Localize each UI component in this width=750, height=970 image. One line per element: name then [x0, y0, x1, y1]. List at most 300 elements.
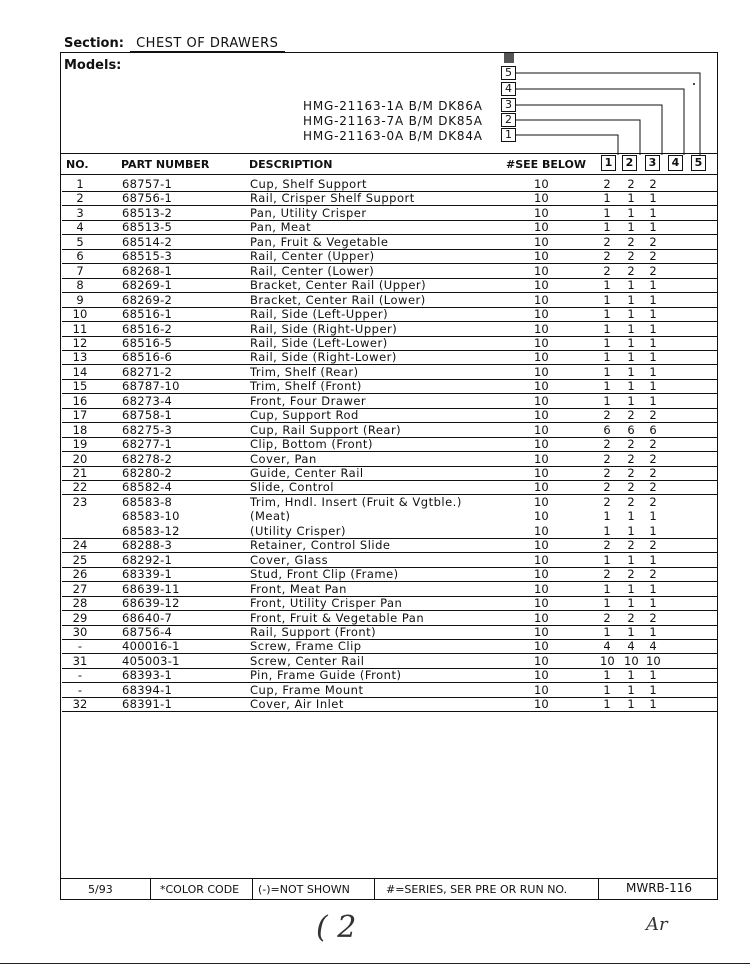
table-row [60, 611, 718, 625]
qty-col-3: 2 [649, 466, 657, 480]
see-below-value: 10 [534, 466, 549, 480]
section-label: Section: [64, 36, 124, 51]
qty-col-1: 1 [603, 596, 611, 611]
part-number: 68268-1 [122, 263, 173, 278]
part-number: 68787-10 [122, 379, 180, 394]
qty-col-2: 1 [627, 697, 635, 712]
part-number: 68393-1 [122, 668, 173, 683]
qty-col-2: 2 [627, 494, 635, 509]
see-below-value: 10 [534, 494, 549, 509]
qty-col-3: 1 [649, 379, 657, 394]
qty-col-1: 2 [603, 177, 611, 191]
qty-col-3: 2 [649, 538, 657, 553]
qty-col-1: 1 [603, 379, 611, 394]
qty-col-3: 2 [649, 494, 657, 509]
qty-col-3: 1 [649, 509, 657, 524]
qty-col-2: 1 [627, 205, 635, 220]
part-number: 68275-3 [122, 422, 173, 437]
see-below-value: 10 [534, 596, 549, 611]
qty-col-1: 1 [603, 278, 611, 293]
qty-col-2: 1 [627, 668, 635, 683]
table-row [60, 567, 718, 581]
part-description: Pan, Meat [250, 220, 312, 235]
qty-col-2: 2 [627, 249, 635, 264]
col-header-3: 3 [645, 155, 660, 171]
part-description: Pan, Utility Crisper [250, 205, 367, 220]
qty-col-3: 1 [649, 205, 657, 220]
qty-col-2: 1 [627, 335, 635, 350]
see-below-value: 10 [534, 509, 549, 524]
table-row [60, 365, 718, 379]
part-number: 68514-2 [122, 234, 173, 249]
part-description: Bracket, Center Rail (Lower) [250, 292, 426, 307]
see-below-value: 10 [534, 437, 549, 452]
row-number: 14 [72, 364, 88, 379]
row-number: 2 [76, 191, 84, 206]
qty-col-1: 1 [603, 205, 611, 220]
row-number: 24 [72, 538, 88, 553]
table-row [60, 697, 718, 711]
row-number: 3 [76, 205, 84, 220]
qty-col-3: 1 [649, 552, 657, 567]
part-number: 68516-2 [122, 321, 173, 336]
row-number: 11 [72, 321, 88, 336]
part-number: 68582-4 [122, 480, 173, 495]
see-below-value: 10 [534, 422, 549, 437]
qty-col-2: 1 [627, 292, 635, 307]
qty-col-3: 1 [649, 292, 657, 307]
model-box-2: 2 [501, 113, 516, 127]
table-row [60, 423, 718, 437]
see-below-value: 10 [534, 523, 549, 538]
qty-col-1: 1 [603, 552, 611, 567]
part-number: 68513-2 [122, 205, 173, 220]
part-number: 68269-2 [122, 292, 173, 307]
part-number: 68516-5 [122, 335, 173, 350]
part-number: 68639-11 [122, 581, 180, 596]
footer-divider [252, 879, 253, 900]
see-below-value: 10 [534, 205, 549, 220]
part-description: Guide, Center Rail [250, 466, 364, 480]
qty-col-2: 1 [627, 509, 635, 524]
part-description: Rail, Support (Front) [250, 624, 377, 639]
qty-col-2: 2 [627, 466, 635, 480]
qty-col-1: 2 [603, 408, 611, 423]
qty-col-2: 1 [627, 393, 635, 408]
part-description: Front, Four Drawer [250, 393, 367, 408]
row-number: 23 [72, 494, 88, 509]
see-below-value: 10 [534, 191, 549, 206]
part-description: Front, Fruit & Vegetable Pan [250, 610, 425, 625]
model-line-2: HMG-21163-7A B/M DK85A [303, 114, 483, 128]
table-row [60, 220, 718, 234]
qty-col-1: 2 [603, 567, 611, 582]
handwritten-mark-left: ( 2 [316, 910, 357, 945]
part-description: (Utility Crisper) [250, 523, 347, 538]
part-number: 68640-7 [122, 610, 173, 625]
qty-col-3: 2 [649, 408, 657, 423]
qty-col-2: 2 [627, 451, 635, 466]
table-row [60, 206, 718, 220]
see-below-value: 10 [534, 451, 549, 466]
row-number: 10 [72, 307, 88, 322]
see-below-value: 10 [534, 364, 549, 379]
qty-col-2: 1 [627, 307, 635, 322]
qty-col-3: 4 [649, 639, 657, 654]
row-number: 30 [72, 624, 88, 639]
part-description: Cup, Shelf Support [250, 177, 367, 191]
part-number: 68583-8 [122, 494, 173, 509]
footer-color-code: *COLOR CODE [160, 883, 240, 896]
qty-col-1: 2 [603, 249, 611, 264]
table-row [60, 307, 718, 321]
row-number: 6 [76, 249, 84, 264]
part-description: Cover, Glass [250, 552, 329, 567]
see-below-value: 10 [534, 393, 549, 408]
qty-col-1: 2 [603, 610, 611, 625]
qty-col-3: 1 [649, 697, 657, 712]
qty-col-3: 2 [649, 437, 657, 452]
qty-col-1: 1 [603, 624, 611, 639]
part-number: 68277-1 [122, 437, 173, 452]
qty-col-3: 1 [649, 191, 657, 206]
model-line-1: HMG-21163-1A B/M DK86A [303, 99, 483, 113]
footer-doc-number: MWRB-116 [626, 881, 693, 895]
qty-col-2: 2 [627, 437, 635, 452]
part-number: 68339-1 [122, 567, 173, 582]
qty-col-1: 1 [603, 668, 611, 683]
footer-divider [598, 879, 599, 900]
row-number: 32 [72, 697, 88, 712]
row-number: 31 [72, 653, 88, 668]
see-below-value: 10 [534, 567, 549, 582]
table-row [60, 336, 718, 350]
model-box-4: 4 [501, 82, 516, 96]
qty-col-3: 1 [649, 393, 657, 408]
see-below-value: 10 [534, 234, 549, 249]
footer-series: #=SERIES, SER PRE OR RUN NO. [386, 883, 568, 896]
qty-col-3: 2 [649, 249, 657, 264]
table-row [60, 639, 718, 653]
footer-divider [150, 879, 151, 900]
qty-col-3: 2 [649, 567, 657, 582]
qty-col-1: 2 [603, 234, 611, 249]
qty-col-1: 1 [603, 697, 611, 712]
qty-col-3: 1 [649, 321, 657, 336]
part-number: 68513-5 [122, 220, 173, 235]
row-number: - [77, 682, 83, 697]
table-row [60, 177, 718, 191]
see-below-value: 10 [534, 624, 549, 639]
see-below-value: 10 [534, 177, 549, 191]
part-number: 400016-1 [122, 639, 180, 654]
see-below-value: 10 [534, 335, 549, 350]
qty-col-1: 2 [603, 451, 611, 466]
table-row [60, 524, 718, 538]
row-underline [62, 711, 718, 712]
qty-col-3: 1 [649, 668, 657, 683]
qty-col-2: 1 [627, 682, 635, 697]
qty-col-2: 4 [627, 639, 635, 654]
part-description: Front, Utility Crisper Pan [250, 596, 403, 611]
qty-col-2: 2 [627, 538, 635, 553]
qty-col-3: 2 [649, 451, 657, 466]
row-number: 7 [76, 263, 84, 278]
qty-col-3: 1 [649, 624, 657, 639]
table-row [60, 437, 718, 451]
table-row [60, 350, 718, 364]
see-below-value: 10 [534, 249, 549, 264]
qty-col-2: 2 [627, 480, 635, 495]
table-row [60, 495, 718, 509]
row-number: 29 [72, 610, 88, 625]
qty-col-1: 1 [603, 307, 611, 322]
qty-col-2: 2 [627, 234, 635, 249]
part-description: Rail, Side (Left-Upper) [250, 307, 389, 322]
qty-col-3: 1 [649, 682, 657, 697]
qty-col-2: 1 [627, 624, 635, 639]
row-number: 16 [72, 393, 88, 408]
part-number: 68394-1 [122, 682, 173, 697]
row-number: - [77, 639, 83, 654]
qty-col-2: 1 [627, 523, 635, 538]
qty-col-3: 1 [649, 350, 657, 365]
see-below-value: 10 [534, 220, 549, 235]
qty-col-1: 2 [603, 480, 611, 495]
part-description: Retainer, Control Slide [250, 538, 391, 553]
col-header-no: NO. [66, 158, 89, 171]
models-label: Models: [64, 58, 122, 73]
header-separator [60, 153, 718, 154]
part-description: Rail, Side (Right-Upper) [250, 321, 398, 336]
row-number: 4 [76, 220, 84, 235]
col-header-description: DESCRIPTION [249, 158, 333, 171]
qty-col-1: 2 [603, 466, 611, 480]
qty-col-2: 2 [627, 408, 635, 423]
row-number: 25 [72, 552, 88, 567]
part-number: 68583-12 [122, 523, 180, 538]
qty-col-2: 1 [627, 321, 635, 336]
part-description: Screw, Center Rail [250, 653, 365, 668]
col-header-2: 2 [622, 155, 637, 171]
part-description: Cup, Frame Mount [250, 682, 364, 697]
row-number: 19 [72, 437, 88, 452]
qty-col-2: 1 [627, 552, 635, 567]
part-number: 68516-1 [122, 307, 173, 322]
part-description: Pin, Frame Guide (Front) [250, 668, 402, 683]
part-description: Trim, Shelf (Front) [250, 379, 362, 394]
row-number: 27 [72, 581, 88, 596]
part-number: 68583-10 [122, 509, 180, 524]
part-description: Cover, Air Inlet [250, 697, 344, 712]
qty-col-2: 6 [627, 422, 635, 437]
qty-col-2: 2 [627, 610, 635, 625]
table-row [60, 582, 718, 596]
see-below-value: 10 [534, 581, 549, 596]
qty-col-3: 1 [649, 220, 657, 235]
qty-col-3: 2 [649, 234, 657, 249]
qty-col-1: 1 [603, 191, 611, 206]
qty-col-1: 4 [603, 639, 611, 654]
row-number: 15 [72, 379, 88, 394]
table-row [60, 452, 718, 466]
table-row [60, 553, 718, 567]
part-number: 68756-1 [122, 191, 173, 206]
part-description: Screw, Frame Clip [250, 639, 362, 654]
row-number: 13 [72, 350, 88, 365]
part-description: (Meat) [250, 509, 291, 524]
qty-col-1: 1 [603, 364, 611, 379]
part-number: 68391-1 [122, 697, 173, 712]
part-description: Cup, Support Rod [250, 408, 359, 423]
row-number: 9 [76, 292, 84, 307]
part-description: Rail, Crisper Shelf Support [250, 191, 415, 206]
row-number: 5 [76, 234, 84, 249]
see-below-value: 10 [534, 480, 549, 495]
part-number: 405003-1 [122, 653, 180, 668]
col-header-1: 1 [601, 155, 616, 171]
see-below-value: 10 [534, 552, 549, 567]
see-below-value: 10 [534, 538, 549, 553]
table-row [60, 480, 718, 494]
qty-col-1: 1 [603, 581, 611, 596]
row-number: 28 [72, 596, 88, 611]
qty-col-1: 1 [603, 321, 611, 336]
qty-col-1: 10 [600, 653, 615, 668]
table-row [60, 264, 718, 278]
see-below-value: 10 [534, 321, 549, 336]
row-number: 21 [72, 466, 88, 480]
qty-col-3: 1 [649, 307, 657, 322]
part-description: Trim, Hndl. Insert (Fruit & Vgtble.) [250, 494, 462, 509]
model-box-3: 3 [501, 98, 516, 112]
qty-col-3: 2 [649, 610, 657, 625]
table-row [60, 625, 718, 639]
qty-col-2: 1 [627, 350, 635, 365]
qty-col-3: 2 [649, 263, 657, 278]
part-number: 68758-1 [122, 408, 173, 423]
qty-col-3: 1 [649, 581, 657, 596]
table-row [60, 379, 718, 393]
footer-divider [374, 879, 375, 900]
qty-col-2: 1 [627, 191, 635, 206]
model-line-3: HMG-21163-0A B/M DK84A [303, 129, 483, 143]
qty-col-1: 1 [603, 682, 611, 697]
table-row [60, 408, 718, 422]
qty-col-1: 6 [603, 422, 611, 437]
qty-col-1: 1 [603, 220, 611, 235]
footer-date: 5/93 [88, 883, 113, 896]
part-description: Rail, Side (Right-Lower) [250, 350, 397, 365]
row-number: - [77, 668, 83, 683]
qty-col-2: 1 [627, 364, 635, 379]
see-below-value: 10 [534, 610, 549, 625]
table-row [60, 235, 718, 249]
qty-col-1: 2 [603, 494, 611, 509]
table-row [60, 668, 718, 682]
part-description: Rail, Side (Left-Lower) [250, 335, 388, 350]
qty-col-1: 2 [603, 263, 611, 278]
qty-col-3: 10 [646, 653, 661, 668]
table-row [60, 466, 718, 480]
footer-bar [60, 878, 718, 900]
see-below-value: 10 [534, 278, 549, 293]
part-number: 68271-2 [122, 364, 173, 379]
see-below-value: 10 [534, 292, 549, 307]
table-row [60, 249, 718, 263]
table-row [60, 683, 718, 697]
part-description: Bracket, Center Rail (Upper) [250, 278, 427, 293]
table-row [60, 509, 718, 523]
qty-col-3: 1 [649, 278, 657, 293]
table-row [60, 322, 718, 336]
qty-col-2: 2 [627, 177, 635, 191]
see-below-value: 10 [534, 263, 549, 278]
qty-col-2: 1 [627, 278, 635, 293]
part-number: 68757-1 [122, 177, 173, 191]
qty-col-1: 1 [603, 523, 611, 538]
qty-col-3: 1 [649, 523, 657, 538]
part-description: Stud, Front Clip (Frame) [250, 567, 399, 582]
handwritten-mark-right: Ar [646, 914, 668, 935]
col-header-see-below: #SEE BELOW [506, 158, 586, 171]
qty-col-2: 1 [627, 220, 635, 235]
table-row [60, 538, 718, 552]
part-description: Front, Meat Pan [250, 581, 347, 596]
section-value: CHEST OF DRAWERS [136, 36, 279, 51]
page-bottom-line [0, 963, 750, 964]
table-row [60, 191, 718, 205]
qty-col-3: 1 [649, 335, 657, 350]
qty-col-1: 2 [603, 437, 611, 452]
table-row [60, 278, 718, 292]
qty-col-2: 2 [627, 263, 635, 278]
table-row [60, 293, 718, 307]
table-row [60, 394, 718, 408]
part-number: 68288-3 [122, 538, 173, 553]
qty-col-3: 2 [649, 177, 657, 191]
part-description: Slide, Control [250, 480, 334, 495]
part-number: 68278-2 [122, 451, 173, 466]
part-description: Cup, Rail Support (Rear) [250, 422, 402, 437]
qty-col-3: 6 [649, 422, 657, 437]
see-below-value: 10 [534, 307, 549, 322]
row-number: 8 [76, 278, 84, 293]
qty-col-1: 1 [603, 393, 611, 408]
model-box-5: 5 [501, 66, 516, 80]
table-row [60, 654, 718, 668]
qty-col-2: 10 [624, 653, 639, 668]
header-underline [60, 174, 718, 175]
qty-col-3: 1 [649, 364, 657, 379]
qty-col-3: 2 [649, 480, 657, 495]
qty-col-1: 1 [603, 350, 611, 365]
part-number: 68516-6 [122, 350, 173, 365]
see-below-value: 10 [534, 379, 549, 394]
part-description: Rail, Center (Lower) [250, 263, 375, 278]
see-below-value: 10 [534, 408, 549, 423]
row-number: 26 [72, 567, 88, 582]
see-below-value: 10 [534, 653, 549, 668]
qty-col-2: 2 [627, 567, 635, 582]
col-header-part-number: PART NUMBER [121, 158, 210, 171]
footer-not-shown: (-)=NOT SHOWN [258, 883, 350, 896]
qty-col-2: 1 [627, 379, 635, 394]
part-number: 68292-1 [122, 552, 173, 567]
part-number: 68639-12 [122, 596, 180, 611]
row-number: 18 [72, 422, 88, 437]
qty-col-1: 1 [603, 509, 611, 524]
